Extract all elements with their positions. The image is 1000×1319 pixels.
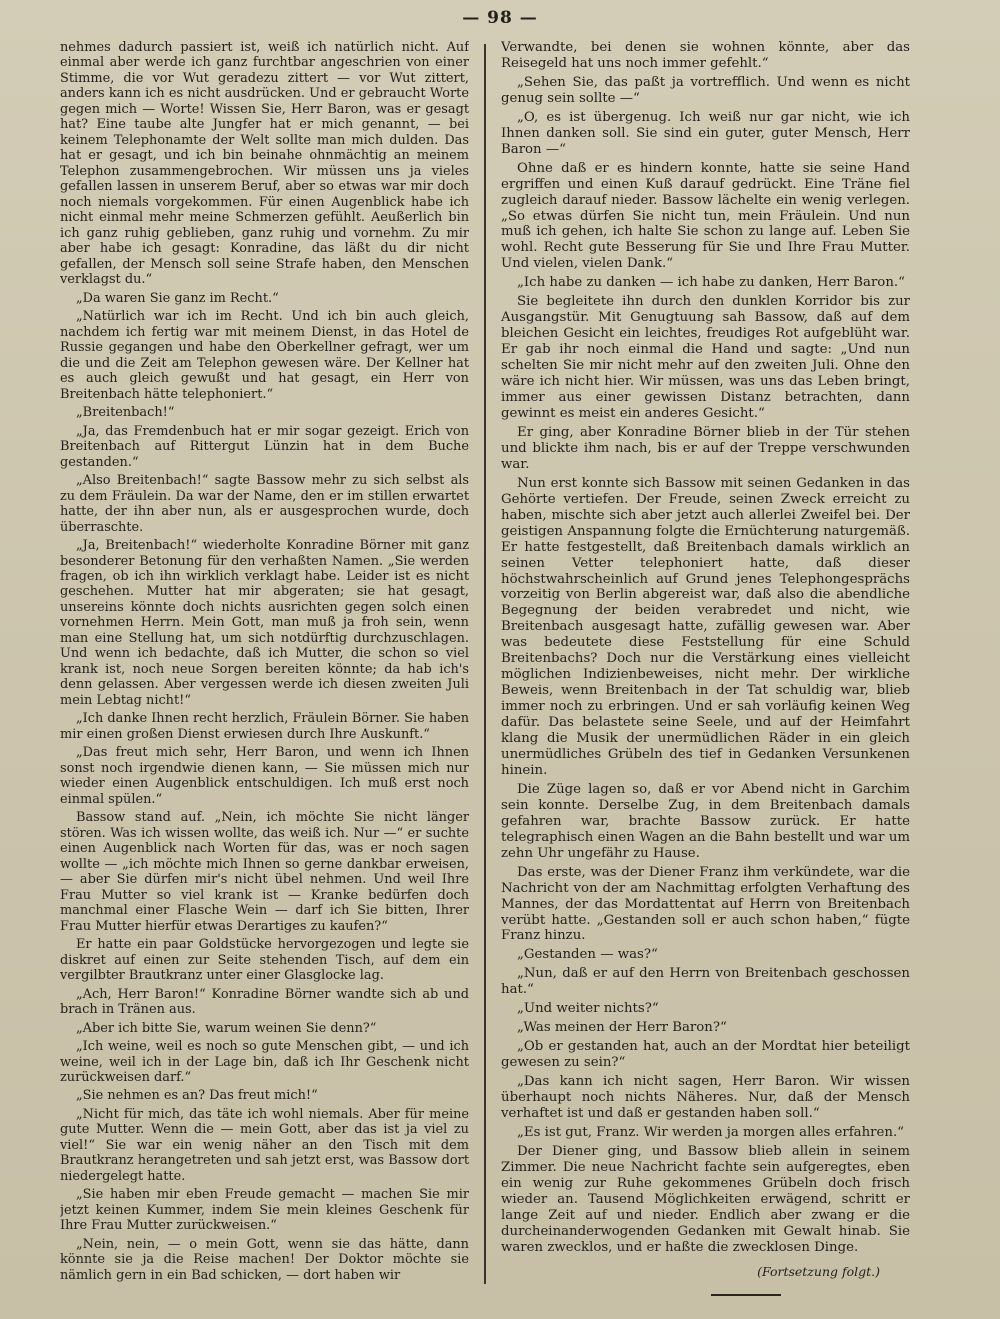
paragraph: Die Züge lagen so, daß er vor Abend nicht in Garchim sein konnte. Derselbe Zug, in dem Breitenbach damals gefahren war, brachte Bassow zurück. Er hatte telegraphisch einen Wagen an die Bahn bestellt und war um zehn Uhr ungefähr zu Hause. [501,781,910,861]
paragraph: „Ich weine, weil es noch so gute Menschen gibt, — und ich weine, weil ich in der Lage bin, daß ich Ihr Geschenk nicht zurückweisen darf.“ [60,1039,469,1085]
paragraph: „Ja, das Fremdenbuch hat er mir sogar gezeigt. Erich von Breitenbach auf Rittergut Lünzin hat in dem Buche gestanden.“ [60,423,469,470]
paragraph: „Nicht für mich, das täte ich wohl niemals. Aber für meine gute Mutter. Wenn die — mein Gott, aber das ist ja viel zu viel!“ Sie war ein wenig näher an den Tisch mit dem Brautkranz herangetreten und sah jetzt erst, was Bassow dort niedergelegt hatte. [60,1106,469,1184]
paragraph: Er ging, aber Konradine Börner blieb in der Tür stehen und blickte ihm nach, bis er auf der Treppe verschwunden war. [501,424,910,472]
paragraph: „Also Breitenbach!“ sagte Bassow mehr zu sich selbst als zu dem Fräulein. Da war der Name, den er im stillen erwartet hatte, der ihn aber nun, als er ausgesprochen wurde, doch überraschte. [60,473,469,535]
paragraph: „Ich danke Ihnen recht herzlich, Fräulein Börner. Sie haben mir einen großen Dienst erwiesen durch Ihre Auskunft.“ [60,711,469,742]
paragraph: „Ich habe zu danken — ich habe zu danken, Herr Baron.“ [517,275,905,291]
paragraph: Bassow stand auf. „Nein, ich möchte Sie nicht länger stören. Was ich wissen wollte, das weiß ich. Nur —“ er suchte einen Augenblick nach Worten für das, was er noch sagen wollte — „ich möchte mich Ihnen so gerne dankbar erweisen, — aber Sie dürfen mir's nicht übel nehmen. Und weil Ihre Frau Mutter so viel krank ist — Kranke bedürfen doch manchmal einer Flasche Wein — darf ich Sie bitten, Ihrer Frau Mutter hierfür etwas Derartiges zu kaufen?“ [60,810,469,934]
paragraph: „O, es ist übergenug. Ich weiß nur gar nicht, wie ich Ihnen danken soll. Sie sind ein guter, guter Mensch, Herr Baron —“ [501,109,910,157]
paragraph: „Aber ich bitte Sie, warum weinen Sie denn?“ [76,1020,377,1036]
paragraph: „Nun, daß er auf den Herrn von Breitenbach geschossen hat.“ [501,966,910,998]
continuation-note: (Fortsetzung folgt.) [757,1263,880,1279]
left-column [60,40,469,1302]
text-columns [60,40,910,1302]
paragraph: Der Diener ging, und Bassow blieb allein in seinem Zimmer. Die neue Nachricht fachte sein aufgeregtes, eben ein wenig zur Ruhe gekommenes Grübeln doch frisch wieder an. Tausend Möglichkeiten erwägend, schritt er lange Zeit auf und nieder. Endlich aber zwang er die durcheinanderwogenden Gedanken mit Gewalt hinab. Sie waren zwecklos, und er haßte die zwecklosen Dinge. [501,1143,910,1255]
paragraph: Ohne daß er es hindern konnte, hatte sie seine Hand ergriffen und einen Kuß darauf gedrückt. Eine Träne fiel zugleich darauf nieder. Bassow lächelte ein wenig verlegen. „So etwas dürfen Sie nicht tun, mein Fräulein. Und nun muß ich gehen, ich halte Sie schon zu lange auf. Leben Sie wohl. Recht gute Besserung für Sie und Ihre Frau Mutter. Und vielen, vielen Dank.“ [501,160,910,272]
paragraph: Er hatte ein paar Goldstücke hervorgezogen und legte sie diskret auf einen zur Seite stehenden Tisch, auf dem ein vergilbter Brautkranz unter einer Glasglocke lag. [60,937,469,984]
page-number: — 98 — [462,8,538,28]
right-column-paragraphs [501,40,910,1256]
paragraph: „Nein, nein, — o mein Gott, wenn sie das hätte, dann könnte sie ja die Reise machen! Der Doktor möchte sie nämlich gern in ein Bad schicken, — dort haben wir [60,1236,469,1283]
paragraph: „Und weiter nichts?“ [517,1001,659,1017]
paragraph: Verwandte, bei denen sie wohnen könnte, aber das Reisegeld hat uns noch immer gefehlt.“ [501,40,910,71]
paragraph: „Breitenbach!“ [76,405,175,421]
paragraph: Sie begleitete ihn durch den dunklen Korridor bis zur Ausgangstür. Mit Genugtuung sah Bassow, daß auf dem bleichen Gesicht ein leichtes, freudiges Rot aufgeblüht war. Er gab ihr noch einmal die Hand und sagte: „Und nun schelten Sie mir nicht mehr auf den zweiten Juli. Ohne den wäre ich nicht hier. Wir müssen, was uns das Leben bringt, immer aus einer gewissen Distanz betrachten, dann gewinnt es meist ein anderes Gesicht.“ [501,294,910,421]
column-divider [484,44,486,1284]
paragraph: „Natürlich war ich im Recht. Und ich bin auch gleich, nachdem ich fertig war mit meinem Dienst, in das Hotel de Russie gegangen und habe den Oberkellner gefragt, wer um die und die Zeit am Telephon gewesen wäre. Der Kellner hat es auch gleich gewußt und hat gesagt, ein Herr von Breitenbach hätte telephoniert.“ [60,309,469,402]
paragraph: nehmes dadurch passiert ist, weiß ich natürlich nicht. Auf einmal aber werde ich ganz furchtbar angeschrien von einer Stimme, die vor Wut geradezu zittert — vor Wut zittert, anders kann ich es nicht ausdrücken. Und er gebraucht Worte gegen mich — Worte! Wissen Sie, Herr Baron, was er gesagt hat? Eine taube alte Jungfer hat er mich genannt, — bei keinem Telephonamte der Welt sollte man mich dulden. Das hat er gesagt, und ich bin beinahe ohnmächtig an meinem Telephon zusammengebrochen. Wir müssen uns ja vieles gefallen lassen in unserem Beruf, aber so etwas war mir doch noch niemals vorgekommen. Für einen Augenblick habe ich nicht einmal mehr meine Schmerzen gefühlt. Aeußerlich bin ich ganz ruhig geblieben, ganz ruhig und vornehm. Zu mir aber habe ich gesagt: Konradine, das läßt du dir nicht gefallen, der Mensch soll seine Strafe haben, den Menschen verklagst du.“ [60,40,469,288]
paragraph: „Sehen Sie, das paßt ja vortrefflich. Und wenn es nicht genug sein sollte —“ [501,74,910,106]
paragraph: „Das freut mich sehr, Herr Baron, und wenn ich Ihnen sonst noch irgendwie dienen kann, — Sie müssen mich nur wieder einen Augenblick entschuldigen. Ich muß erst noch einmal spülen.“ [60,745,469,807]
paragraph: „Das kann ich nicht sagen, Herr Baron. Wir wissen überhaupt noch nichts Näheres. Nur, daß der Mensch verhaftet ist und daß er gestanden haben soll.“ [501,1074,910,1121]
paragraph: „Ja, Breitenbach!“ wiederholte Konradine Börner mit ganz besonderer Betonung für den verhaßten Namen. „Sie werden fragen, ob ich ihn wirklich verklagt habe. Leider ist es nicht geschehen. Mutter hat mir abgeraten; sie hat gesagt, unsereins könnte doch nichts ausrichten gegen solch einen vornehmen Herrn. Mein Gott, man muß ja froh sein, wenn man eine Stellung hat, um sich notdürftig durchzuschlagen. Und wenn ich bedachte, daß ich Mutter, die schon so viel krank ist, noch neue Sorgen bereiten könnte; da hab ich's denn gelassen. Aber vergessen werde ich diesen zweiten Juli mein Lebtag nicht!“ [60,538,469,708]
end-rule [711,1294,781,1296]
paragraph: Das erste, was der Diener Franz ihm verkündete, war die Nachricht von der am Nachmittag erfolgten Verhaftung des Mannes, der das Mordattentat auf Herrn von Breitenbach verübt hatte. „Gestanden soll er auch schon haben,“ fügte Franz hinzu. [501,864,910,944]
paragraph: „Was meinen der Herr Baron?“ [517,1020,727,1036]
paragraph: „Ach, Herr Baron!“ Konradine Börner wandte sich ab und brach in Tränen aus. [60,986,469,1018]
right-column [501,40,910,1302]
paragraph: „Gestanden — was?“ [517,947,658,963]
paragraph: „Es ist gut, Franz. Wir werden ja morgen alles erfahren.“ [517,1124,904,1140]
paragraph: „Da waren Sie ganz im Recht.“ [76,290,279,306]
paragraph: Nun erst konnte sich Bassow mit seinen Gedanken in das Gehörte vertiefen. Der Freude, seinen Zweck erreicht zu haben, mischte sich aber jetzt auch allerlei Zweifel bei. Der geistigen Anspannung folgte die Ernüchterung naturgemäß. Er hatte festgestellt, daß Breitenbach damals wirklich an seinen Vetter telephoniert hatte, daß dieser höchstwahrscheinlich auf Grund jenes Telephongesprächs vorzeitig von Berlin abgereist war, daß also die abendliche Begegnung der beiden verabredet und nicht, wie Breitenbach ausgesagt hatte, zufällig gewesen war. Aber was bedeutete diese Feststellung für eine Schuld Breitenbachs? Doch nur die Verstärkung eines vielleicht möglichen Indizienbeweises, nicht mehr. Der wirkliche Beweis, wenn Breitenbach in der Tat schuldig war, blieb immer noch zu erbringen. Und er sah vorläufig keinen Weg dafür. Das belastete seine Seele, und auf der Heimfahrt klang die Musik der unermüdlichen Räder in ein gleich unermüdliches Grübeln des tief in Gedanken Versunkenen hinein. [501,475,910,778]
paragraph: „Ob er gestanden hat, auch an der Mordtat hier beteiligt gewesen zu sein?“ [501,1039,910,1071]
paragraph: „Sie nehmen es an? Das freut mich!“ [76,1088,318,1104]
paragraph: „Sie haben mir eben Freude gemacht — machen Sie mir jetzt keinen Kummer, indem Sie mein kleines Geschenk für Ihre Frau Mutter zurückweisen.“ [60,1187,469,1234]
